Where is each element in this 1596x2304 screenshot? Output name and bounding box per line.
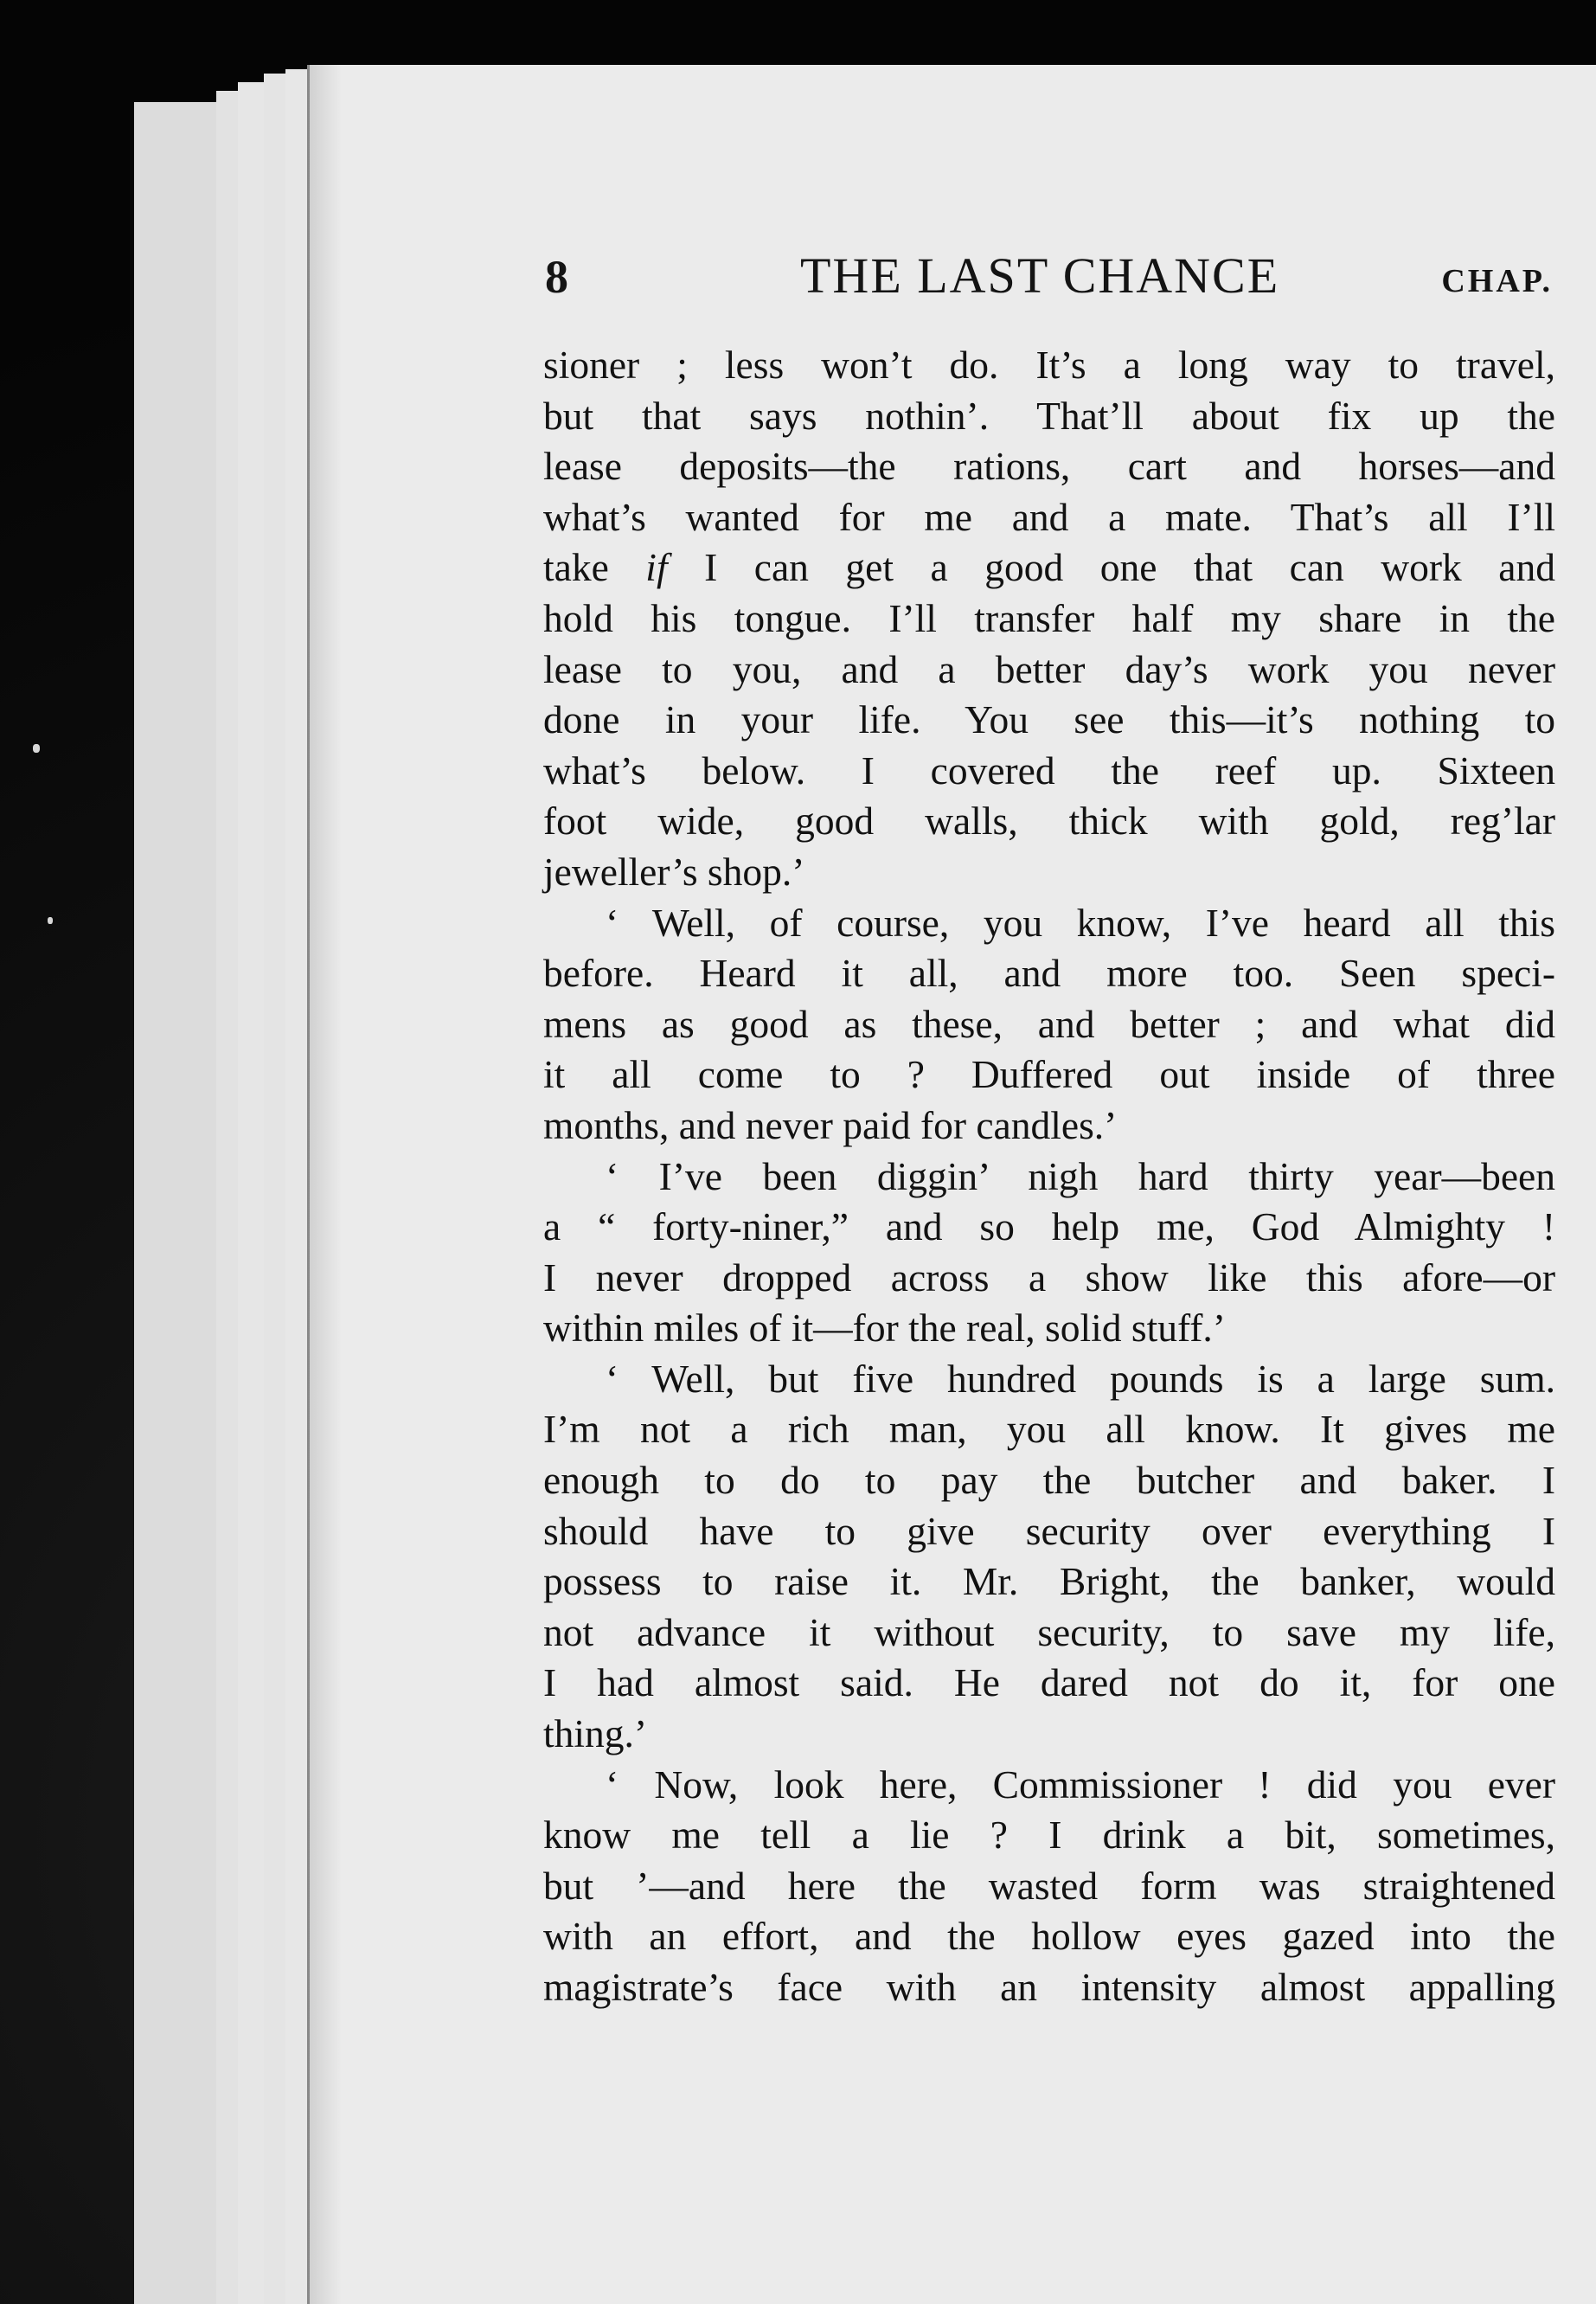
text-line: foot wide, good walls, thick with gold, reg’lar bbox=[543, 799, 1555, 844]
dust-speck bbox=[33, 744, 40, 753]
text-line: a “ forty-niner,” and so help me, God Almighty ! bbox=[543, 1204, 1555, 1249]
text-line: jeweller’s shop.’ bbox=[543, 849, 805, 894]
text-line: I’m not a rich man, you all know. It gives me bbox=[543, 1407, 1555, 1452]
text-line: ‘ I’ve been diggin’ nigh hard thirty year—been bbox=[606, 1153, 1555, 1198]
text-line: before. Heard it all, and more too. Seen speci- bbox=[543, 951, 1555, 996]
text-line: what’s below. I covered the reef up. Sixteen bbox=[543, 748, 1555, 793]
text-line: sioner ; less won’t do. It’s a long way to travel, bbox=[543, 343, 1555, 387]
text-line: within miles of it—for the real, solid stuff.’ bbox=[543, 1306, 1226, 1351]
text-line: not advance it without security, to save my life, bbox=[543, 1609, 1555, 1654]
page-number: 8 bbox=[545, 251, 568, 303]
text-line: ‘ Well, of course, you know, I’ve heard all this bbox=[606, 900, 1555, 945]
text-line: hold his tongue. I’ll transfer half my share in the bbox=[543, 595, 1555, 640]
text-line: enough to do to pay the butcher and baker. I bbox=[543, 1458, 1555, 1503]
text-line: done in your life. You see this—it’s nothing to bbox=[543, 697, 1555, 742]
text-line: ‘ Now, look here, Commissioner ! did you ever bbox=[606, 1762, 1555, 1807]
text-line: I never dropped across a show like this afore—or bbox=[543, 1255, 1555, 1300]
text-segment: I can get a good one that can work and bbox=[667, 545, 1555, 590]
text-line: thing.’ bbox=[543, 1711, 648, 1756]
text-line: but ’—and here the wasted form was straightened bbox=[543, 1863, 1555, 1908]
dust-speck bbox=[48, 917, 53, 924]
text-line: should have to give security over everything I bbox=[543, 1508, 1555, 1553]
italic-word: if bbox=[645, 545, 668, 590]
text-line: know me tell a lie ? I drink a bit, sometimes, bbox=[543, 1813, 1555, 1858]
text-line: lease deposits—the rations, cart and horses—and bbox=[543, 444, 1555, 489]
text-line: months, and never paid for candles.’ bbox=[543, 1102, 1118, 1147]
text-line: ‘ Well, but five hundred pounds is a large sum. bbox=[606, 1356, 1555, 1401]
text-line: lease to you, and a better day’s work you never bbox=[543, 646, 1555, 691]
text-line: possess to raise it. Mr. Bright, the banker, would bbox=[543, 1559, 1555, 1604]
text-line: it all come to ? Duffered out inside of three bbox=[543, 1052, 1555, 1097]
text-line: what’s wanted for me and a mate. That’s all I’ll bbox=[543, 494, 1555, 539]
text-segment: take bbox=[543, 545, 646, 590]
running-title: THE LAST CHANCE bbox=[800, 247, 1280, 304]
text-line: magistrate’s face with an intensity almost appalling bbox=[543, 1965, 1555, 2009]
text-line bbox=[543, 542, 1555, 594]
page-gutter-shadow bbox=[307, 65, 342, 2304]
text-line: mens as good as these, and better ; and what did bbox=[543, 1001, 1555, 1046]
text-line: with an effort, and the hollow eyes gazed into the bbox=[543, 1914, 1555, 1959]
chapter-label: CHAP. bbox=[1441, 263, 1553, 299]
text-line: I had almost said. He dared not do it, for one bbox=[543, 1660, 1555, 1705]
text-line: but that says nothin’. That’ll about fix up the bbox=[543, 393, 1555, 438]
body-text bbox=[543, 340, 1555, 2013]
page-header bbox=[545, 247, 1566, 316]
